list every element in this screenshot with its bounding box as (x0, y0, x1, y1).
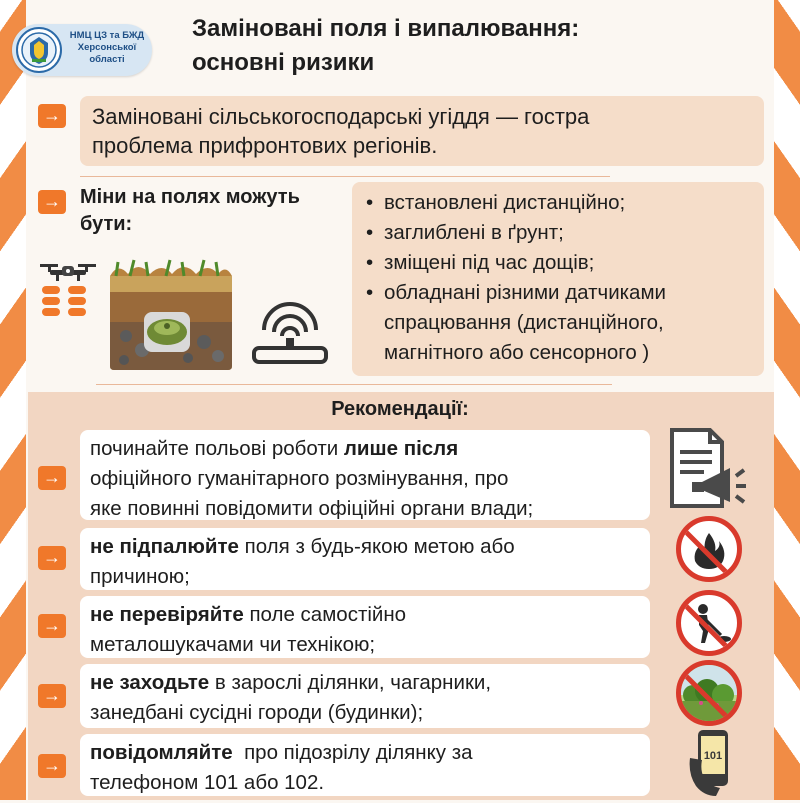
list-item (362, 218, 754, 248)
recommendation-line: причиною; (90, 565, 190, 588)
recommendation-emphasis: повідомляйте (90, 741, 233, 764)
logo-line-3: області (89, 54, 125, 65)
list-item-line: • встановлені дистанційно; (384, 191, 626, 214)
list-item (362, 188, 754, 218)
list-item-line: магнітного або сенсорного ) (384, 341, 650, 364)
mines-list-box (352, 182, 764, 376)
arrow-icon: → (38, 684, 66, 708)
no-metal-detector-icon (676, 590, 742, 656)
title-line-2: основні ризики (192, 49, 375, 76)
arrow-icon: → (38, 190, 66, 214)
no-bushes-icon (676, 660, 742, 726)
mines-heading-line-2: бути: (80, 213, 133, 235)
logo-line-1: НМЦ ЦЗ та БЖД (69, 30, 145, 41)
mines-list (362, 188, 754, 368)
mines-heading-line-1: Міни на полях можуть (80, 186, 300, 208)
emblem-icon (16, 27, 62, 73)
recommendation-line: офіційного гуманітарного розмінування, про (90, 467, 509, 490)
list-item-line: спрацювання (дистанційного, (384, 311, 664, 334)
document-megaphone-icon (668, 426, 750, 510)
recommendation-card (80, 734, 650, 796)
organization-logo (12, 24, 152, 76)
mines-heading (80, 184, 340, 238)
list-item-line: • заглиблені в ґрунт; (384, 221, 564, 244)
recommendation-text: починайте польові роботи (90, 437, 344, 460)
recommendation-line (90, 532, 640, 562)
phone-icon (686, 728, 736, 798)
recommendation-text: про підозрілу ділянку за (232, 741, 473, 764)
recommendation-card (80, 664, 650, 728)
title-line-1: Заміновані поля і випалювання: (192, 15, 580, 42)
recommendation-line: телефоном 101 або 102. (90, 771, 325, 794)
divider (80, 176, 610, 177)
arrow-icon: → (38, 104, 66, 128)
phone-number-text: 101 (703, 750, 723, 762)
recommendation-line (90, 668, 640, 698)
arrow-icon: → (38, 466, 66, 490)
recommendation-line: металошукачами чи технікою; (90, 633, 376, 656)
recommendation-text: поле самостійно (243, 603, 407, 626)
recommendation-text: в зарослі ділянки, чагарники, (209, 671, 492, 694)
drone-icon (38, 256, 98, 320)
sensor-icon (250, 296, 330, 368)
recommendation-line: яке повинні повідомити офіційні органи влади; (90, 497, 534, 520)
recommendation-line (90, 738, 640, 768)
list-item (362, 278, 754, 368)
recommendation-emphasis: не перевіряйте (90, 603, 244, 626)
recommendation-emphasis: лише після (343, 437, 459, 460)
recommendation-emphasis: не підпалюйте (90, 535, 239, 558)
page-title (192, 12, 712, 80)
arrow-icon: → (38, 754, 66, 778)
list-item-line: • обладнані різними датчиками (384, 281, 667, 304)
recommendation-emphasis: не заходьте (90, 671, 210, 694)
recommendation-card (80, 596, 650, 658)
divider (96, 384, 612, 385)
no-fire-icon (676, 516, 742, 582)
recommendation-line: занедбані сусідні городи (будинки); (90, 701, 424, 724)
recommendation-card (80, 430, 650, 520)
intro-line-2: проблема прифронтових регіонів. (92, 133, 438, 158)
intro-line-1: Заміновані сільськогосподарські угіддя — гостра (92, 104, 590, 129)
logo-line-2: Херсонської (77, 42, 137, 53)
arrow-icon: → (38, 614, 66, 638)
arrow-icon: → (38, 546, 66, 570)
recommendations-heading: Рекомендації: (331, 398, 469, 420)
recommendation-card (80, 528, 650, 590)
list-item (362, 248, 754, 278)
list-item-line: • зміщені під час дощів; (384, 251, 595, 274)
recommendation-line (90, 600, 640, 630)
recommendation-line (90, 434, 640, 464)
recommendation-text: поля з будь-якою метою або (238, 535, 515, 558)
intro-box (80, 96, 764, 166)
soil-mine-icon (108, 256, 234, 370)
